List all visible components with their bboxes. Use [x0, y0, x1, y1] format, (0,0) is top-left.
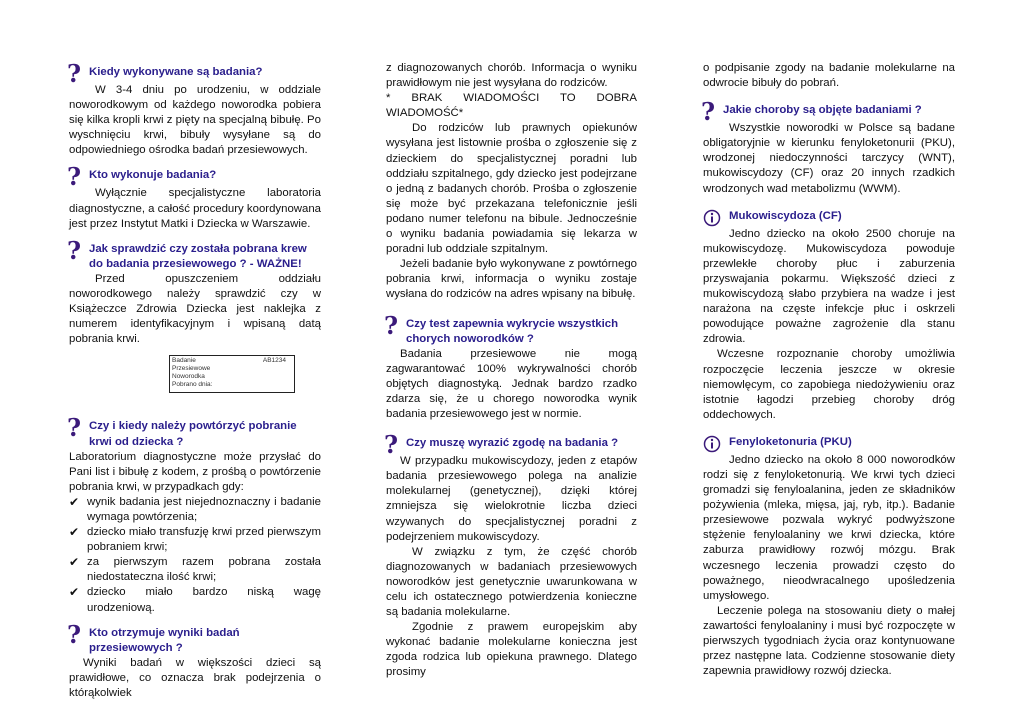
question-mark-icon: ? — [384, 430, 399, 460]
heading-text: Czy i kiedy należy powtórzyć pobranie krwi od dziecka ? — [89, 420, 297, 448]
heading-text: Czy test zapewnia wykrycie wszystkich chorych noworodków ? — [406, 317, 619, 345]
checkmark-icon: ✔ — [69, 494, 80, 509]
question-mark-icon: ? — [67, 235, 82, 265]
section-heading — [67, 413, 321, 449]
paragraph: z diagnozowanych chorób. Informacja o wyniku prawidłowym nie jest wysyłana do rodziców. — [386, 62, 637, 90]
question-mark-icon: ? — [67, 619, 82, 649]
heading-text: Kto otrzymuje wyniki badań przesiewowych ? — [89, 626, 240, 654]
section-consent-continued — [703, 61, 955, 91]
sticker-line: Przesiewowe — [172, 365, 211, 373]
list-item: ✔ wynik badania jest niejednoznaczny i badanie wymaga powtórzenia; — [69, 494, 321, 523]
paragraph: Wszystkie noworodki w Polsce są badane obligatoryjnie w kierunku fenyloketonurii (PKU), wrodzonej niedoczynności tarczycy (WNT), mukowiscydozy (CF) oraz 20 innych rzadkich wrodzonych wad metabolizmu (WWM). — [703, 122, 955, 195]
paragraph: Wyniki badań w większości dzieci są prawidłowe, co oznacza brak podejrzenia o którąkolwiek — [69, 656, 321, 699]
paragraph: Zgodnie z prawem europejskim aby wykonać badanie molekularne konieczna jest zgoda rodzica lub opiekuna prawnego. Dlatego prosimy — [386, 621, 637, 679]
checkmark-icon: ✔ — [69, 555, 80, 570]
question-mark-icon: ? — [701, 97, 716, 127]
paragraph: o podpisanie zgody na badanie molekularne na odwrocie bibuły do pobrań. — [703, 62, 955, 90]
section-heading — [67, 162, 321, 192]
paragraph: Badania przesiewowe nie mogą zagwarantować 100% wykrywalności chorób objętych diagnostyką. Jednak bardzo rzadko zdarza się, że u chorego noworodka wynik badania przesiewowego jest w normie. — [386, 347, 637, 421]
heading-text: Kiedy wykonywane są badania? — [89, 66, 263, 78]
sticker-code: AB1234 — [262, 357, 286, 365]
heading-text: Mukowiscydoza (CF) — [729, 209, 842, 222]
paragraph: W związku z tym, że część chorób diagnozowanych w badaniach przesiewowych noworodków jest genetycznie uwarunkowana w celu ich ostatecznego potwierdzenia konieczne są badania molekularne. — [386, 545, 637, 619]
section-results-continued — [386, 61, 637, 303]
sticker-line: Pobrano dnia: — [172, 381, 213, 389]
sticker-line: Noworodka — [172, 373, 205, 381]
heading-text: Jak sprawdzić czy została pobrana krew do badania przesiewowego ? - WAŻNE! — [89, 242, 307, 270]
paragraph: Leczenie polega na stosowaniu diety o małej zawartości fenyloalaniny i musi być rozpoczęte w pierwszych tygodniach życia oraz kontynuowane przez następne lata. Codzienne stosowanie diety zapewnia prawidłowy rozwój dziecka. — [703, 604, 955, 678]
list-item: ✔ za pierwszym razem pobrana została niedostateczna ilość krwi; — [69, 555, 321, 584]
section-heading — [67, 619, 321, 656]
no-news-notice: * BRAK WIADOMOŚCI TO DOBRA WIADOMOŚĆ* — [386, 92, 637, 120]
heading-text: Fenyloketonuria (PKU) — [729, 435, 852, 448]
checkmark-icon: ✔ — [69, 525, 80, 540]
section-heading — [67, 235, 321, 272]
section-heading — [384, 310, 637, 347]
paragraph: Do rodziców lub prawnych opiekunów wysyłana jest listownie prośba o zgłoszenie się z dzieckiem do specjalistycznej poradni lub oddziału szpitalnego, gdy dziecko jest podejrzane o jedną z badanych chorób. Prośba o zgłoszenie się może być przekazana telefonicznie jeśli podano numer telefonu na bibule. Jednocześnie o wyniku badania powiadamia się lekarza w poradni lub oddziale szpitalnym. — [386, 122, 637, 256]
question-mark-icon: ? — [67, 59, 82, 88]
paragraph: Przed opuszczeniem oddziału noworodkowego należy sprawdzić czy w Książeczce Zdrowia Dziecka jest naklejka z numerem identyfikacyjnym i wpisaną datą pobrania krwi. — [69, 272, 321, 346]
question-mark-icon: ? — [384, 310, 399, 340]
question-mark-icon: ? — [67, 413, 82, 443]
section-consent — [384, 430, 637, 680]
section-heading — [703, 435, 955, 453]
section-who-receives — [67, 619, 321, 701]
sticker-line: Badanie — [172, 357, 196, 365]
section-heading — [384, 430, 637, 460]
section-diseases — [701, 97, 955, 196]
paragraph: Jedno dziecko na około 2500 choruje na mukowiscydozę. Mukowiscydoza powoduje przewlekłe choroby płuc i zaburzenia przyswajania pokarmu. Większość dzieci z mukowiscydozą słabo przybiera na wadze i jest narażona na częste infekcje płuc i oskrzeli powodujące poważne zagrożenie dla stanu zdrowia. — [703, 227, 955, 346]
column-right — [703, 61, 955, 689]
id-sticker-sample — [169, 355, 295, 393]
section-cystic-fibrosis — [703, 209, 955, 423]
paragraph: Laboratorium diagnostyczne może przysłać do Pani list i bibułę z kodem, z prośbą o powtórzenie pobrania krwi, w przypadkach gdy: — [69, 450, 321, 493]
section-heading — [701, 97, 955, 127]
heading-text: Kto wykonuje badania? — [89, 169, 217, 182]
list-item: ✔ dziecko miało bardzo niską wagę urodzeniową. — [69, 585, 321, 614]
section-repeat-sampling — [67, 413, 321, 615]
list-item: ✔ dziecko miało transfuzję krwi przed pierwszym pobraniem krwi; — [69, 525, 321, 554]
info-icon — [703, 209, 721, 227]
column-left — [69, 61, 321, 711]
heading-text: Jakie choroby są objęte badaniami ? — [723, 104, 922, 117]
question-mark-icon: ? — [67, 162, 82, 192]
section-when-tests — [67, 59, 321, 158]
section-heading — [67, 59, 321, 88]
reasons-list — [69, 495, 321, 616]
info-icon — [703, 435, 721, 453]
paragraph: W przypadku mukowiscydozy, jeden z etapów badania przesiewowego polega na analizie molekularnej (genetycznej), dzięki której zmniejsza się wielokrotnie liczba dzieci wzywanych do specjalistycznej poradni z podejrzeniem mukowiscydozy. — [386, 455, 637, 543]
section-who-performs — [67, 162, 322, 231]
section-test-guarantee — [384, 310, 637, 423]
paragraph: Wyłącznie specjalistyczne laboratoria diagnostyczne, a całość procedury koordynowana jest przez Instytut Matki i Dziecka w Warszawie. — [69, 187, 322, 230]
paragraph: Jeżeli badanie było wykonywane z powtórnego pobrania krwi, informacja o wyniku zostaje wysłana do rodziców na adres wpisany na bibułę. — [386, 258, 637, 301]
checkmark-icon: ✔ — [69, 585, 80, 600]
paragraph: Wczesne rozpoznanie choroby umożliwia rozpoczęcie leczenia jeszcze w okresie niemowlęcym, co zapobiega niedożywieniu oraz istotnie łagodzi przebieg choroby dróg oddechowych. — [703, 348, 955, 421]
section-heading — [703, 209, 955, 227]
section-how-to-check — [67, 235, 321, 394]
column-middle — [386, 61, 637, 691]
section-pku — [703, 435, 955, 679]
paragraph: W 3-4 dniu po urodzeniu, w oddziale noworodkowym od każdego noworodka pobiera się kilka kropli krwi z pięty na specjalną bibułę. Po wyschnięciu krwi, bibuły wysyłane są do odpowiedniego ośrodka badań przesiewowych. — [69, 84, 321, 157]
paragraph: Jedno dziecko na około 8 000 noworodków rodzi się z fenyloketonurią. We krwi tych dzieci gromadzi się fenyloalanina, jeden ze składników pożywienia (mleka, mięsa, jaj, ryb, itp.). Badanie przesiewowe pozwala wykryć podwyższone stężenie fenyloalaniny we krwi dziecka, które zaburza prawidłowy rozwój mózgu. Brak wczesnego leczenia prowadzi często do poważnego, nieodwracalnego upośledzenia umysłowego. — [703, 453, 955, 602]
heading-text: Czy muszę wyrazić zgodę na badania ? — [406, 437, 619, 450]
